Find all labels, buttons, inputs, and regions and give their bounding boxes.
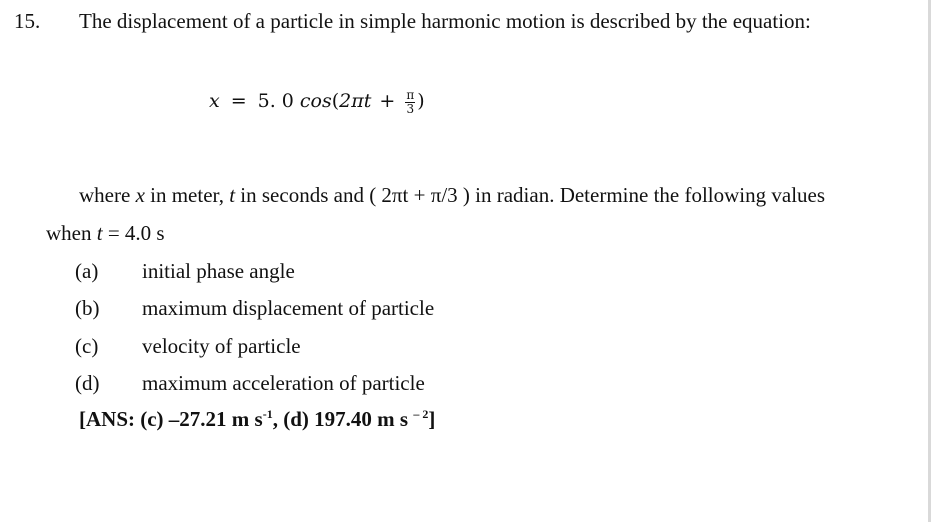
equation-variable: x [209,90,220,113]
item-text: maximum acceleration of particle [142,371,425,395]
item-label: (b) [75,296,100,320]
fraction-numerator: π [406,88,415,102]
answer-line [79,407,435,432]
item-text: maximum displacement of particle [142,296,435,320]
when-text-2: = 4.0 s [102,221,165,245]
when-text-1: when [46,221,97,245]
item-text: velocity of particle [142,334,301,358]
item-label: (d) [75,371,100,395]
item-text: initial phase angle [142,259,295,283]
answer-text-1: [ANS: (c) –27.21 m s [79,407,263,431]
fraction-denominator: 3 [406,101,415,116]
where-text-3: in seconds and ( 2πt + π/3 ) in radian. Determine the following values [235,183,826,207]
shm-equation [209,88,425,114]
where-text-1: where [79,183,136,207]
equation-close-paren: ) [417,90,425,113]
question-text: The displacement of a particle in simple harmonic motion is described by the equation: [79,9,811,33]
equation-plus: + [379,90,396,113]
list-item [75,296,434,321]
when-line [46,221,165,246]
equation-coefficient: 5. 0 [257,90,294,113]
answer-exponent-1: -1 [262,407,273,421]
equation-argument: 2πt [339,90,372,113]
item-label: (a) [75,259,99,283]
list-item [75,259,295,284]
when-t: t [96,221,103,245]
equation-function: cos [299,90,332,113]
question-number: 15. [14,9,41,33]
equation-open-paren: ( [331,90,340,113]
equation-fraction [405,89,415,115]
item-label: (c) [75,334,99,358]
where-line [79,183,825,208]
answer-text-2: , (d) 197.40 m s [272,407,414,431]
where-t: t [229,183,236,207]
list-item [75,371,425,396]
list-item [75,334,301,359]
answer-text-3: ] [428,407,436,431]
where-text-2: in meter, [144,183,230,207]
equation-equals: = [230,90,247,113]
where-x: x [135,183,145,207]
answer-exponent-2: – 2 [413,407,429,421]
